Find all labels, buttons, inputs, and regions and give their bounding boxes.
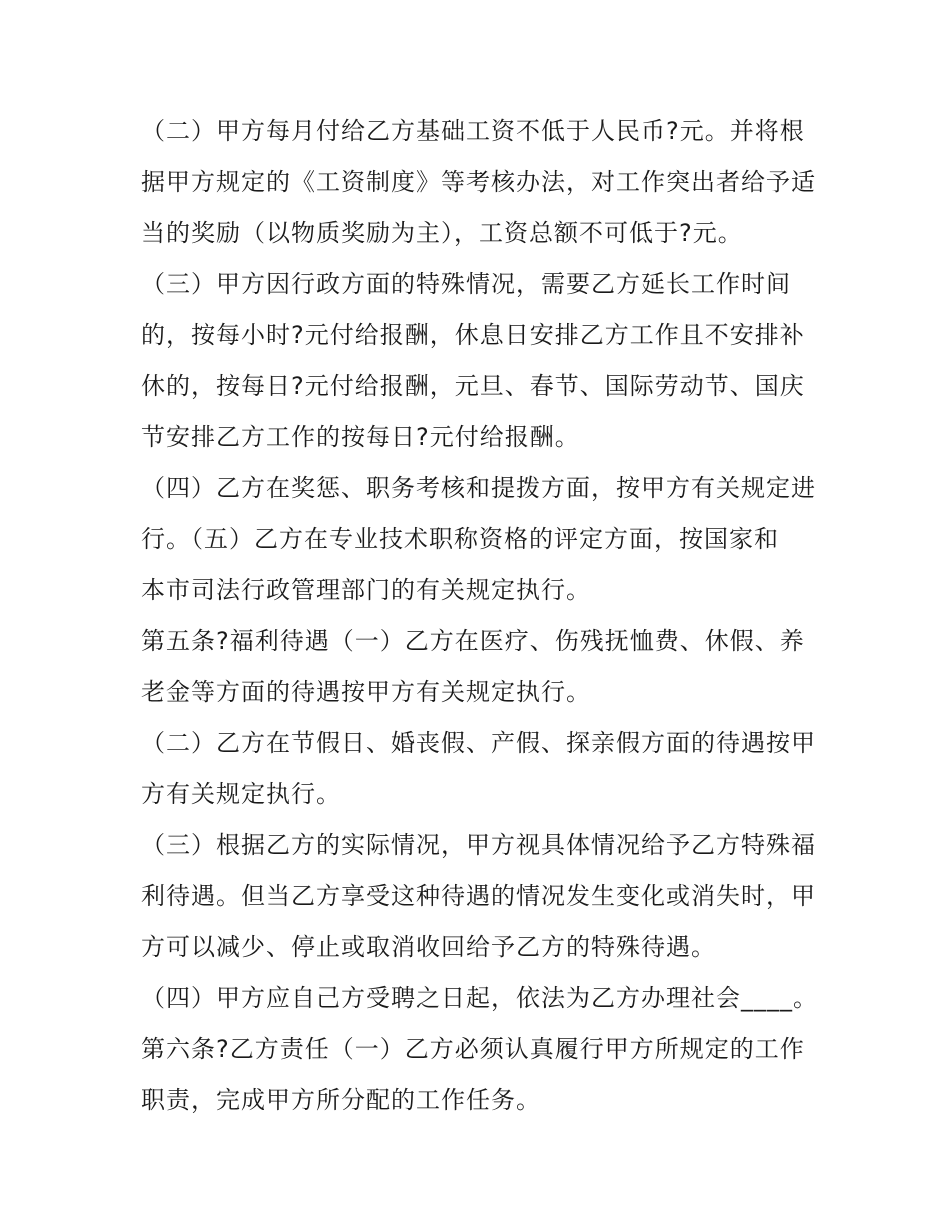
text-line: 方有关规定执行。 bbox=[141, 780, 341, 808]
text-line: 据甲方规定的《工资制度》等考核办法，对工作突出者给予适 bbox=[141, 168, 816, 196]
text-line: （四）甲方应自己方受聘之日起，依法为乙方办理社会____。 bbox=[141, 984, 818, 1012]
text-line: 第五条?福利待遇（一）乙方在医疗、伤残抚恤费、休假、养 bbox=[141, 627, 805, 655]
text-line: 休的，按每日?元付给报酬，元旦、春节、国际劳动节、国庆 bbox=[141, 372, 805, 400]
text-line: （三）甲方因行政方面的特殊情况，需要乙方延长工作时间 bbox=[141, 270, 791, 298]
text-line: 本市司法行政管理部门的有关规定执行。 bbox=[141, 576, 591, 604]
text-line: 老金等方面的待遇按甲方有关规定执行。 bbox=[141, 678, 591, 706]
text-line: （二）甲方每月付给乙方基础工资不低于人民币?元。并将根 bbox=[141, 117, 805, 145]
text-line: （二）乙方在节假日、婚丧假、产假、探亲假方面的待遇按甲 bbox=[141, 729, 816, 757]
text-line: 当的奖励（以物质奖励为主），工资总额不可低于?元。 bbox=[141, 219, 743, 247]
document-body bbox=[141, 106, 818, 1126]
text-line: 节安排乙方工作的按每日?元付给报酬。 bbox=[141, 423, 580, 451]
text-line: 职责，完成甲方所分配的工作任务。 bbox=[141, 1086, 541, 1114]
text-line: 第六条?乙方责任（一）乙方必须认真履行甲方所规定的工作 bbox=[141, 1035, 805, 1063]
text-line: 利待遇。但当乙方享受这种待遇的情况发生变化或消失时，甲 bbox=[141, 882, 816, 910]
text-line: （三）根据乙方的实际情况，甲方视具体情况给予乙方特殊福 bbox=[141, 831, 816, 859]
text-line: 行。（五）乙方在专业技术职称资格的评定方面，按国家和 bbox=[141, 525, 779, 553]
text-line: （四）乙方在奖惩、职务考核和提拨方面，按甲方有关规定进 bbox=[141, 474, 816, 502]
text-line: 方可以减少、停止或取消收回给予乙方的特殊待遇。 bbox=[141, 933, 716, 961]
text-line: 的，按每小时?元付给报酬，休息日安排乙方工作且不安排补 bbox=[141, 321, 805, 349]
